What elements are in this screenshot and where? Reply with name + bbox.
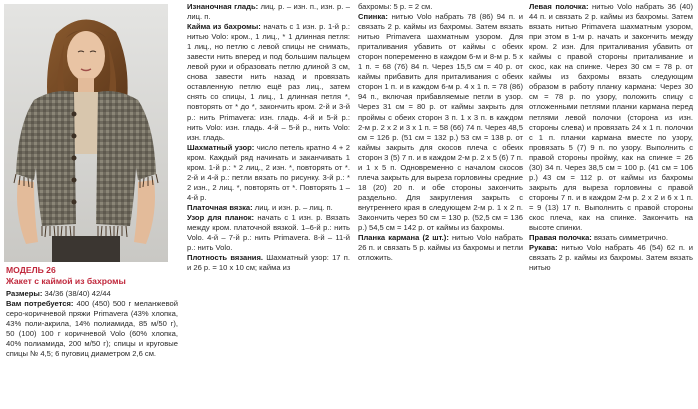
paragraph-text: вязать симметрично. <box>591 233 668 243</box>
paragraph-label: Спинка: <box>358 12 388 22</box>
paragraph-text: число петель кратно 4 + 2 кром. Каждый ряд начинать и заканчивать 1 кром. 1-й р.: * 2 лиц., 2 изн. *, повторять от *. 2-й и 4-й р.: петли вязать по рисунку. 3-й р.: * 2 изн., 2 лиц. *, повторять от *. Повторять 1 – 4-й р. <box>187 142 351 202</box>
paragraph-label: Кайма из бахромы: <box>187 22 261 32</box>
paragraph-text: нитью Volo набрать 46 (54) 62 п. и связать 2 р. каймы из бахромы. Затем вязать нитью <box>529 243 693 273</box>
paragraph-label: Платочная вязка: <box>187 202 253 212</box>
paragraph-label: Изнаночная гладь: <box>187 2 259 11</box>
paragraph-label: Планка кармана (2 шт.): <box>358 233 449 243</box>
paragraph <box>529 243 693 273</box>
model-photo <box>4 4 168 262</box>
model-number: МОДЕЛЬ 26 <box>6 265 56 275</box>
paragraph <box>358 233 523 263</box>
paragraph-text: лиц. р. – изн. п., изн. р. – лиц. п. <box>187 2 350 22</box>
paragraph <box>187 213 350 253</box>
woman-in-knitted-jacket-photo <box>4 4 168 262</box>
paragraph-text: нитью Volo набрать 26 п. и связать 5 р. каймы из бахромы и петли отложить. <box>358 233 524 263</box>
paragraph-text: 400 (450) 500 г меланжевой серо-коричневой пряжи Primavera (43% хлопка, 43% поли-акрила, 14% полиамида, 85 м/50 г), 50 (100) 100 г коричневой Volo (60% хлопка, 40% полиамида, 200 м/50 г); спицы и круговые спицы № 4,5; 6 пуговиц диаметром 2,6 см. <box>6 299 178 359</box>
column-4 <box>529 2 693 273</box>
paragraph-text: лиц. и изн. р. – лиц. п. <box>252 202 333 212</box>
column-2 <box>187 2 350 273</box>
paragraph-label: Узор для планок: <box>187 212 255 222</box>
paragraph-label: Рукава: <box>529 243 558 253</box>
paragraph-text: бахромы: 5 р. = 2 см. <box>358 2 433 11</box>
paragraph <box>529 233 693 243</box>
paragraph-text: начать с 1 изн. р. 1-й р.: нитью Volo: кром., 1 лиц., * 1 длинная петля: 1 лиц., но петлю с левой спицы не снимать, завести нить вперед и под большим пальцем левой руки и образовать петлю длиной 3 см, снова завести нить назад и провязать оставленную петлю ещё раз лиц., затем снять со спицы, 1 лиц., 1 длинная петля *, повторять от * до *, закончить кром. 2-й и 3-й р.: нить Primavera: изн. гладь. 4-й и 5-й р.: нить Volo: изн. гладь. 4-й – 5-й р., нить Volo: изн. гладь. <box>187 22 350 142</box>
paragraph <box>358 2 523 12</box>
paragraph-label: Шахматный узор: <box>187 142 255 152</box>
paragraph <box>529 2 693 233</box>
paragraph-label: Вам потребуется: <box>6 299 74 309</box>
paragraph-label: Левая полочка: <box>529 2 589 11</box>
paragraph-label: Правая полочка: <box>529 233 592 243</box>
paragraph <box>187 203 350 213</box>
paragraph-text: нитью Volo набрать 78 (86) 94 п. и связать 2 р. каймы из бахромы. Затем вязать нитью Primavera шахматным узором. Для приталивания убавить от каймы с обеих сторон попеременно в каждом 6-м и 8-м р. 5 х 1 п. = 68 (76) 84 п. Через 15,5 см = 40 р. от каймы прибавить для приталивания с обеих сторон 1 п. и в каждом 6-м р. 4 х 1 п. = 78 (86) 94 п., включая прибавляемые петли в узор. Через 31 см = 80 р. от каймы закрыть для проймы с обеих сторон 3 п. 1 х 3 п. в каждом 2-м р. 2 х 2 и 3 х 1 п. = 58 (66) 74 п. Через 48,5 см = 126 р. (51 см = 132 р.) 53 см = 138 р. от каймы закрыть для скосов плеча с обеих сторон 3 (5) 7 п. и в каждом 2-м р. 2 х 5 (6) 7 п. и 1 х 5 п. Одновременно с началом скосов плеча закрыть для выреза горловины средние 18 (20) 20 п. и обе стороны закончить раздельно. Для закругления закрыть с внутреннего края в следующем 2-м р. 1 х 2 п. Закончить через 50 см = 130 р. (52,5 см = 136 р.) 54,5 см = 142 р. от каймы из бахромы. <box>358 12 523 233</box>
paragraph <box>187 143 350 203</box>
paragraph <box>6 299 178 359</box>
paragraph <box>358 12 523 233</box>
column-3 <box>358 2 523 263</box>
paragraph <box>187 2 350 22</box>
paragraph <box>187 22 350 143</box>
paragraph-text: Шахматный узор: 17 п. и 26 р. = 10 х 10 см; кайма из <box>187 253 350 273</box>
model-title <box>6 265 176 286</box>
paragraph-text: 34/36 (38/40) 42/44 <box>42 289 111 298</box>
paragraph-label: Размеры: <box>6 289 43 298</box>
column-1 <box>6 289 178 359</box>
paragraph-label: Плотность вязания. <box>187 253 264 263</box>
model-name: Жакет с каймой из бахромы <box>6 275 126 286</box>
paragraph-text: нитью Volo набрать 36 (40) 44 п. и связать 2 р. каймы из бахромы. Затем вязать нитью Primavera шахматным узором, при этом в 1-м р. начать и закончить между кром. 2 изн. Для приталивания убавить от каймы с правой стороны приталивание и скос, как на спинке. Через 30 см = 78 р. от каймы из бахромы вязать следующим образом в работу планку кармана: Через 30 см = 78 р. по узору, положить спицу с отложенными петлями планки кармана перед петлями левой полочки (сторона из изн. стороны слева) и провязать 24 х 1 п. полочки с 1 п. планки кармана вместе по узору, провязать 5 (7) 9 п. по узору. Выполнить с правой стороны пройму, как на спинке = 26 (30) 34 п. Через 38,5 см = 100 р. (41 см = 106 р.) 43 см = 112 р. от каймы из бахромы закрыть для выреза горловины с правой стороны 7 п. и в каждом 2-м р. 2 х 2 и 6 х 1 п. = 9 (13) 17 п. Выполнить с правой стороны скос плеча, как на спинке. Закончить на высоте спинки. <box>529 2 693 233</box>
paragraph <box>6 289 178 299</box>
paragraph <box>187 253 350 273</box>
paragraph-text: начать с 1 изн. р. Вязать между кром. платочной вязкой. 1–6-й р.: нить Volo. 4-й – 7-й р.: нить Primavera. 8-й – 11-й р.: нить Volo. <box>187 212 350 253</box>
